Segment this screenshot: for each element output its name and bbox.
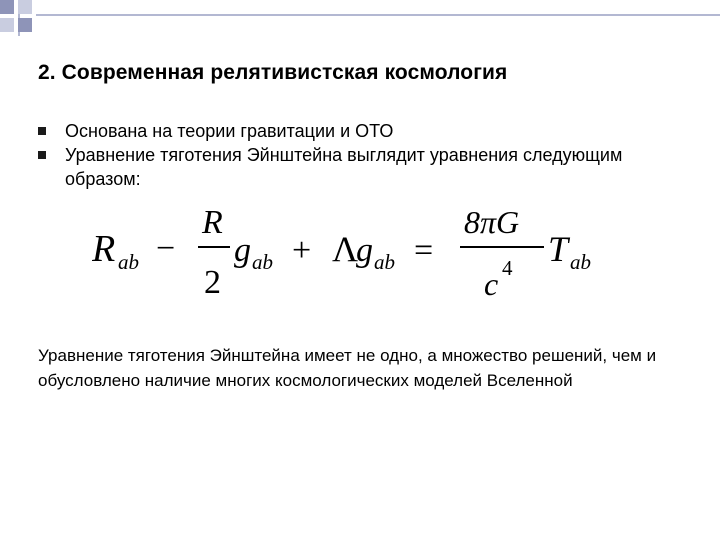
formula-subscript: ab (570, 250, 591, 274)
explanation-paragraph: Уравнение тяготения Эйнштейна имеет не одно, а множество решений, чем и обусловлено наличие многих космологических моделей Вселенной (38, 346, 657, 390)
formula-symbol: T (548, 229, 569, 269)
formula-symbol: g (234, 232, 251, 269)
slide-title: 2. Современная релятивистская космология (38, 61, 508, 84)
bullet-item (38, 119, 678, 143)
decorative-header (0, 0, 720, 36)
bullet-text: Основана на теории гравитации и ОТО (65, 121, 394, 141)
bullet-item (38, 143, 678, 191)
formula-exponent: 4 (502, 256, 513, 280)
formula-operator: − (156, 230, 176, 267)
bullet-text: Уравнение тяготения Эйнштейна выглядит уравнения следующим образом: (65, 145, 623, 189)
square-bullet-icon (38, 127, 46, 135)
formula-numerator: R (202, 204, 223, 241)
formula-denominator: 2 (204, 264, 221, 301)
formula-subscript: ab (374, 250, 395, 274)
formula-subscript: ab (118, 250, 139, 274)
formula-operator: = (414, 232, 434, 269)
square-bullet-icon (38, 151, 46, 159)
formula-symbol: g (356, 232, 373, 269)
bullet-list (38, 119, 678, 191)
einstein-equation (92, 203, 602, 303)
formula-operator: + (292, 232, 312, 269)
formula-denominator: c (484, 266, 499, 302)
formula-numerator: 8πG (464, 204, 520, 240)
formula-subscript: ab (252, 250, 273, 274)
formula-symbol: R (92, 228, 116, 270)
formula-symbol: Λ (332, 229, 359, 269)
